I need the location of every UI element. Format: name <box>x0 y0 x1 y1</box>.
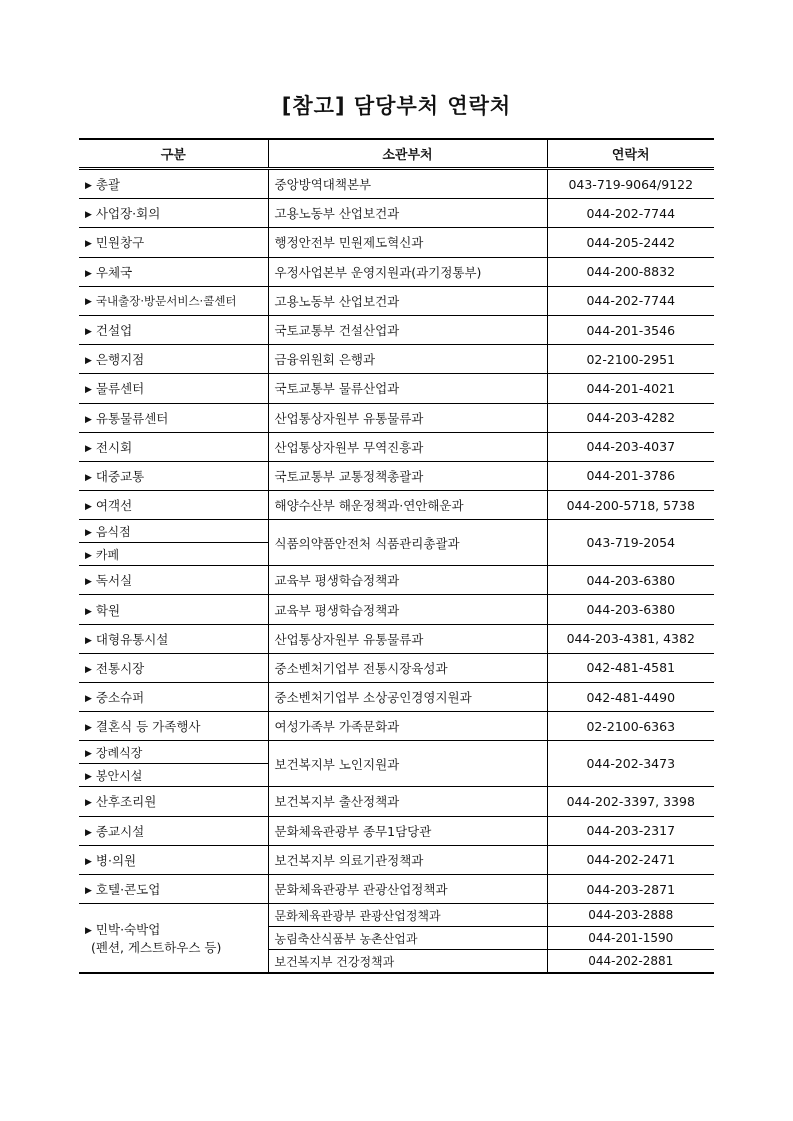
contact-cell: 042-481-4490 <box>547 683 714 712</box>
department-cell: 국토교통부 물류산업과 <box>268 374 547 403</box>
table-row <box>79 461 714 490</box>
category-label: 민박·숙박업 <box>95 922 161 938</box>
table-row <box>79 566 714 595</box>
department-cell: 보건복지부 노인지원과 <box>268 741 547 787</box>
contact-cell: 043-719-2054 <box>547 520 714 566</box>
department-cell: 행정안전부 민원제도혁신과 <box>268 228 547 257</box>
triangle-bullet-icon: ▶ <box>85 472 92 483</box>
category-cell <box>79 520 268 543</box>
triangle-bullet-icon: ▶ <box>85 296 92 307</box>
contact-cell: 044-202-2881 <box>547 950 714 974</box>
contact-cell: 044-203-4381, 4382 <box>547 624 714 653</box>
category-cell <box>79 374 268 403</box>
contact-cell: 044-203-6380 <box>547 595 714 624</box>
department-cell: 산업통상자원부 유통물류과 <box>268 624 547 653</box>
category-cell <box>79 315 268 344</box>
category-label: 대중교통 <box>95 468 145 484</box>
table-row <box>79 653 714 682</box>
category-label: 여객선 <box>95 498 133 514</box>
contact-cell: 042-481-4581 <box>547 653 714 682</box>
triangle-bullet-icon: ▶ <box>85 748 92 759</box>
table-row <box>79 520 714 543</box>
contact-cell: 044-203-4282 <box>547 403 714 432</box>
contact-cell: 044-200-8832 <box>547 257 714 286</box>
table-row <box>79 345 714 374</box>
triangle-bullet-icon: ▶ <box>85 827 92 838</box>
category-label: 호텔·콘도업 <box>95 882 161 898</box>
table-body <box>79 169 714 974</box>
table-row <box>79 874 714 903</box>
table-header-row <box>79 139 714 169</box>
category-label: 민원창구 <box>95 235 145 251</box>
department-cell: 식품의약품안전처 식품관리총괄과 <box>268 520 547 566</box>
category-label: 병·의원 <box>95 852 137 868</box>
triangle-bullet-icon: ▶ <box>85 239 92 250</box>
category-cell <box>79 169 268 199</box>
table-row <box>79 595 714 624</box>
category-cell <box>79 816 268 845</box>
table-row <box>79 816 714 845</box>
category-cell <box>79 741 268 764</box>
category-label: 총괄 <box>95 177 121 193</box>
category-cell <box>79 712 268 741</box>
department-cell: 보건복지부 건강정책과 <box>268 950 547 974</box>
contact-cell: 044-201-1590 <box>547 927 714 950</box>
department-cell: 중소벤처기업부 전통시장육성과 <box>268 653 547 682</box>
department-cell: 우정사업본부 운영지원과(과기정통부) <box>268 257 547 286</box>
category-label: 국내출장·방문서비스·콜센터 <box>95 293 237 308</box>
category-label: 독서실 <box>95 573 133 589</box>
table-row <box>79 199 714 228</box>
triangle-bullet-icon: ▶ <box>85 527 92 538</box>
contact-cell: 044-203-2888 <box>547 904 714 927</box>
department-cell: 여성가족부 가족문화과 <box>268 712 547 741</box>
department-cell: 고용노동부 산업보건과 <box>268 199 547 228</box>
department-cell: 산업통상자원부 무역진흥과 <box>268 432 547 461</box>
table-row <box>79 845 714 874</box>
department-cell: 문화체육관광부 관광산업정책과 <box>268 904 547 927</box>
table-row <box>79 683 714 712</box>
contact-cell: 044-202-7744 <box>547 286 714 315</box>
category-cell <box>79 595 268 624</box>
table-row <box>79 315 714 344</box>
triangle-bullet-icon: ▶ <box>85 694 92 705</box>
category-label: 건설업 <box>95 323 133 339</box>
category-label: 봉안시설 <box>95 768 143 783</box>
table-row <box>79 257 714 286</box>
category-cell <box>79 874 268 903</box>
category-label: 물류센터 <box>95 381 145 397</box>
contact-cell: 044-202-3397, 3398 <box>547 787 714 816</box>
triangle-bullet-icon: ▶ <box>85 886 92 897</box>
department-cell: 산업통상자원부 유통물류과 <box>268 403 547 432</box>
table-row <box>79 624 714 653</box>
category-cell <box>79 845 268 874</box>
category-cell <box>79 199 268 228</box>
department-cell: 교육부 평생학습정책과 <box>268 566 547 595</box>
table-row <box>79 741 714 764</box>
triangle-bullet-icon: ▶ <box>85 181 92 192</box>
department-cell: 문화체육관광부 관광산업정책과 <box>268 874 547 903</box>
contact-cell: 044-200-5718, 5738 <box>547 491 714 520</box>
contact-cell: 02-2100-2951 <box>547 345 714 374</box>
triangle-bullet-icon: ▶ <box>85 577 92 588</box>
table-row <box>79 491 714 520</box>
contact-cell: 044-202-7744 <box>547 199 714 228</box>
header-contact: 연락처 <box>547 139 714 169</box>
category-cell <box>79 257 268 286</box>
table-row <box>79 787 714 816</box>
triangle-bullet-icon: ▶ <box>85 635 92 646</box>
table-row <box>79 374 714 403</box>
contact-cell: 044-202-3473 <box>547 741 714 787</box>
category-label: 장례식장 <box>95 745 143 760</box>
triangle-bullet-icon: ▶ <box>85 606 92 617</box>
category-label: 유통물류센터 <box>95 410 169 426</box>
category-cell <box>79 764 268 787</box>
category-label: 사업장·회의 <box>95 206 161 222</box>
triangle-bullet-icon: ▶ <box>85 664 92 675</box>
contact-cell: 044-203-2317 <box>547 816 714 845</box>
contact-cell: 044-201-3786 <box>547 461 714 490</box>
contacts-table <box>79 138 714 974</box>
category-cell <box>79 787 268 816</box>
table-row <box>79 432 714 461</box>
header-department: 소관부처 <box>268 139 547 169</box>
category-label: 카페 <box>95 547 120 562</box>
category-cell <box>79 228 268 257</box>
department-cell: 금융위원회 은행과 <box>268 345 547 374</box>
contact-cell: 044-201-3546 <box>547 315 714 344</box>
triangle-bullet-icon: ▶ <box>85 856 92 867</box>
department-cell: 고용노동부 산업보건과 <box>268 286 547 315</box>
category-cell <box>79 904 268 974</box>
triangle-bullet-icon: ▶ <box>85 926 92 937</box>
triangle-bullet-icon: ▶ <box>85 385 92 396</box>
category-cell <box>79 461 268 490</box>
category-cell <box>79 566 268 595</box>
triangle-bullet-icon: ▶ <box>85 356 92 367</box>
triangle-bullet-icon: ▶ <box>85 443 92 454</box>
page-title: [참고] 담당부처 연락처 <box>281 94 512 118</box>
table-row <box>79 286 714 315</box>
triangle-bullet-icon: ▶ <box>85 550 92 561</box>
category-label: 우체국 <box>95 264 133 280</box>
contact-cell: 044-202-2471 <box>547 845 714 874</box>
contact-cell: 044-203-2871 <box>547 874 714 903</box>
triangle-bullet-icon: ▶ <box>85 268 92 279</box>
contact-cell: 043-719-9064/9122 <box>547 169 714 199</box>
department-cell: 국토교통부 교통정책총괄과 <box>268 461 547 490</box>
triangle-bullet-icon: ▶ <box>85 723 92 734</box>
category-cell <box>79 543 268 566</box>
category-label: 결혼식 등 가족행사 <box>95 719 201 735</box>
category-cell <box>79 653 268 682</box>
table-row <box>79 904 714 927</box>
category-cell <box>79 432 268 461</box>
department-cell: 교육부 평생학습정책과 <box>268 595 547 624</box>
triangle-bullet-icon: ▶ <box>85 771 92 782</box>
category-note: (펜션, 게스트하우스 등) <box>91 940 222 956</box>
triangle-bullet-icon: ▶ <box>85 414 92 425</box>
triangle-bullet-icon: ▶ <box>85 502 92 513</box>
table-row <box>79 403 714 432</box>
department-cell: 농림축산식품부 농촌산업과 <box>268 927 547 950</box>
department-cell: 보건복지부 출산정책과 <box>268 787 547 816</box>
triangle-bullet-icon: ▶ <box>85 210 92 221</box>
table-row <box>79 228 714 257</box>
department-cell: 문화체육관광부 종무1담당관 <box>268 816 547 845</box>
category-cell <box>79 345 268 374</box>
category-label: 산후조리원 <box>95 794 157 810</box>
triangle-bullet-icon: ▶ <box>85 327 92 338</box>
contact-cell: 044-203-4037 <box>547 432 714 461</box>
department-cell: 해양수산부 해운정책과·연안해운과 <box>268 491 547 520</box>
category-cell <box>79 683 268 712</box>
contact-cell: 02-2100-6363 <box>547 712 714 741</box>
department-cell: 중소벤처기업부 소상공인경영지원과 <box>268 683 547 712</box>
category-label: 전통시장 <box>95 660 145 676</box>
category-label: 전시회 <box>95 439 133 455</box>
triangle-bullet-icon: ▶ <box>85 798 92 809</box>
header-category: 구분 <box>79 139 268 169</box>
category-label: 은행지점 <box>95 352 145 368</box>
category-label: 학원 <box>95 602 121 618</box>
category-cell <box>79 624 268 653</box>
contact-cell: 044-205-2442 <box>547 228 714 257</box>
contact-cell: 044-203-6380 <box>547 566 714 595</box>
department-cell: 보건복지부 의료기관정책과 <box>268 845 547 874</box>
category-cell <box>79 403 268 432</box>
table-row <box>79 712 714 741</box>
category-label: 대형유통시설 <box>95 631 169 647</box>
category-label: 음식점 <box>95 524 131 539</box>
department-cell: 국토교통부 건설산업과 <box>268 315 547 344</box>
category-cell <box>79 491 268 520</box>
department-cell: 중앙방역대책본부 <box>268 169 547 199</box>
category-cell <box>79 286 268 315</box>
table-row <box>79 169 714 199</box>
contact-cell: 044-201-4021 <box>547 374 714 403</box>
category-label: 중소슈퍼 <box>95 690 145 706</box>
category-label: 종교시설 <box>95 823 145 839</box>
